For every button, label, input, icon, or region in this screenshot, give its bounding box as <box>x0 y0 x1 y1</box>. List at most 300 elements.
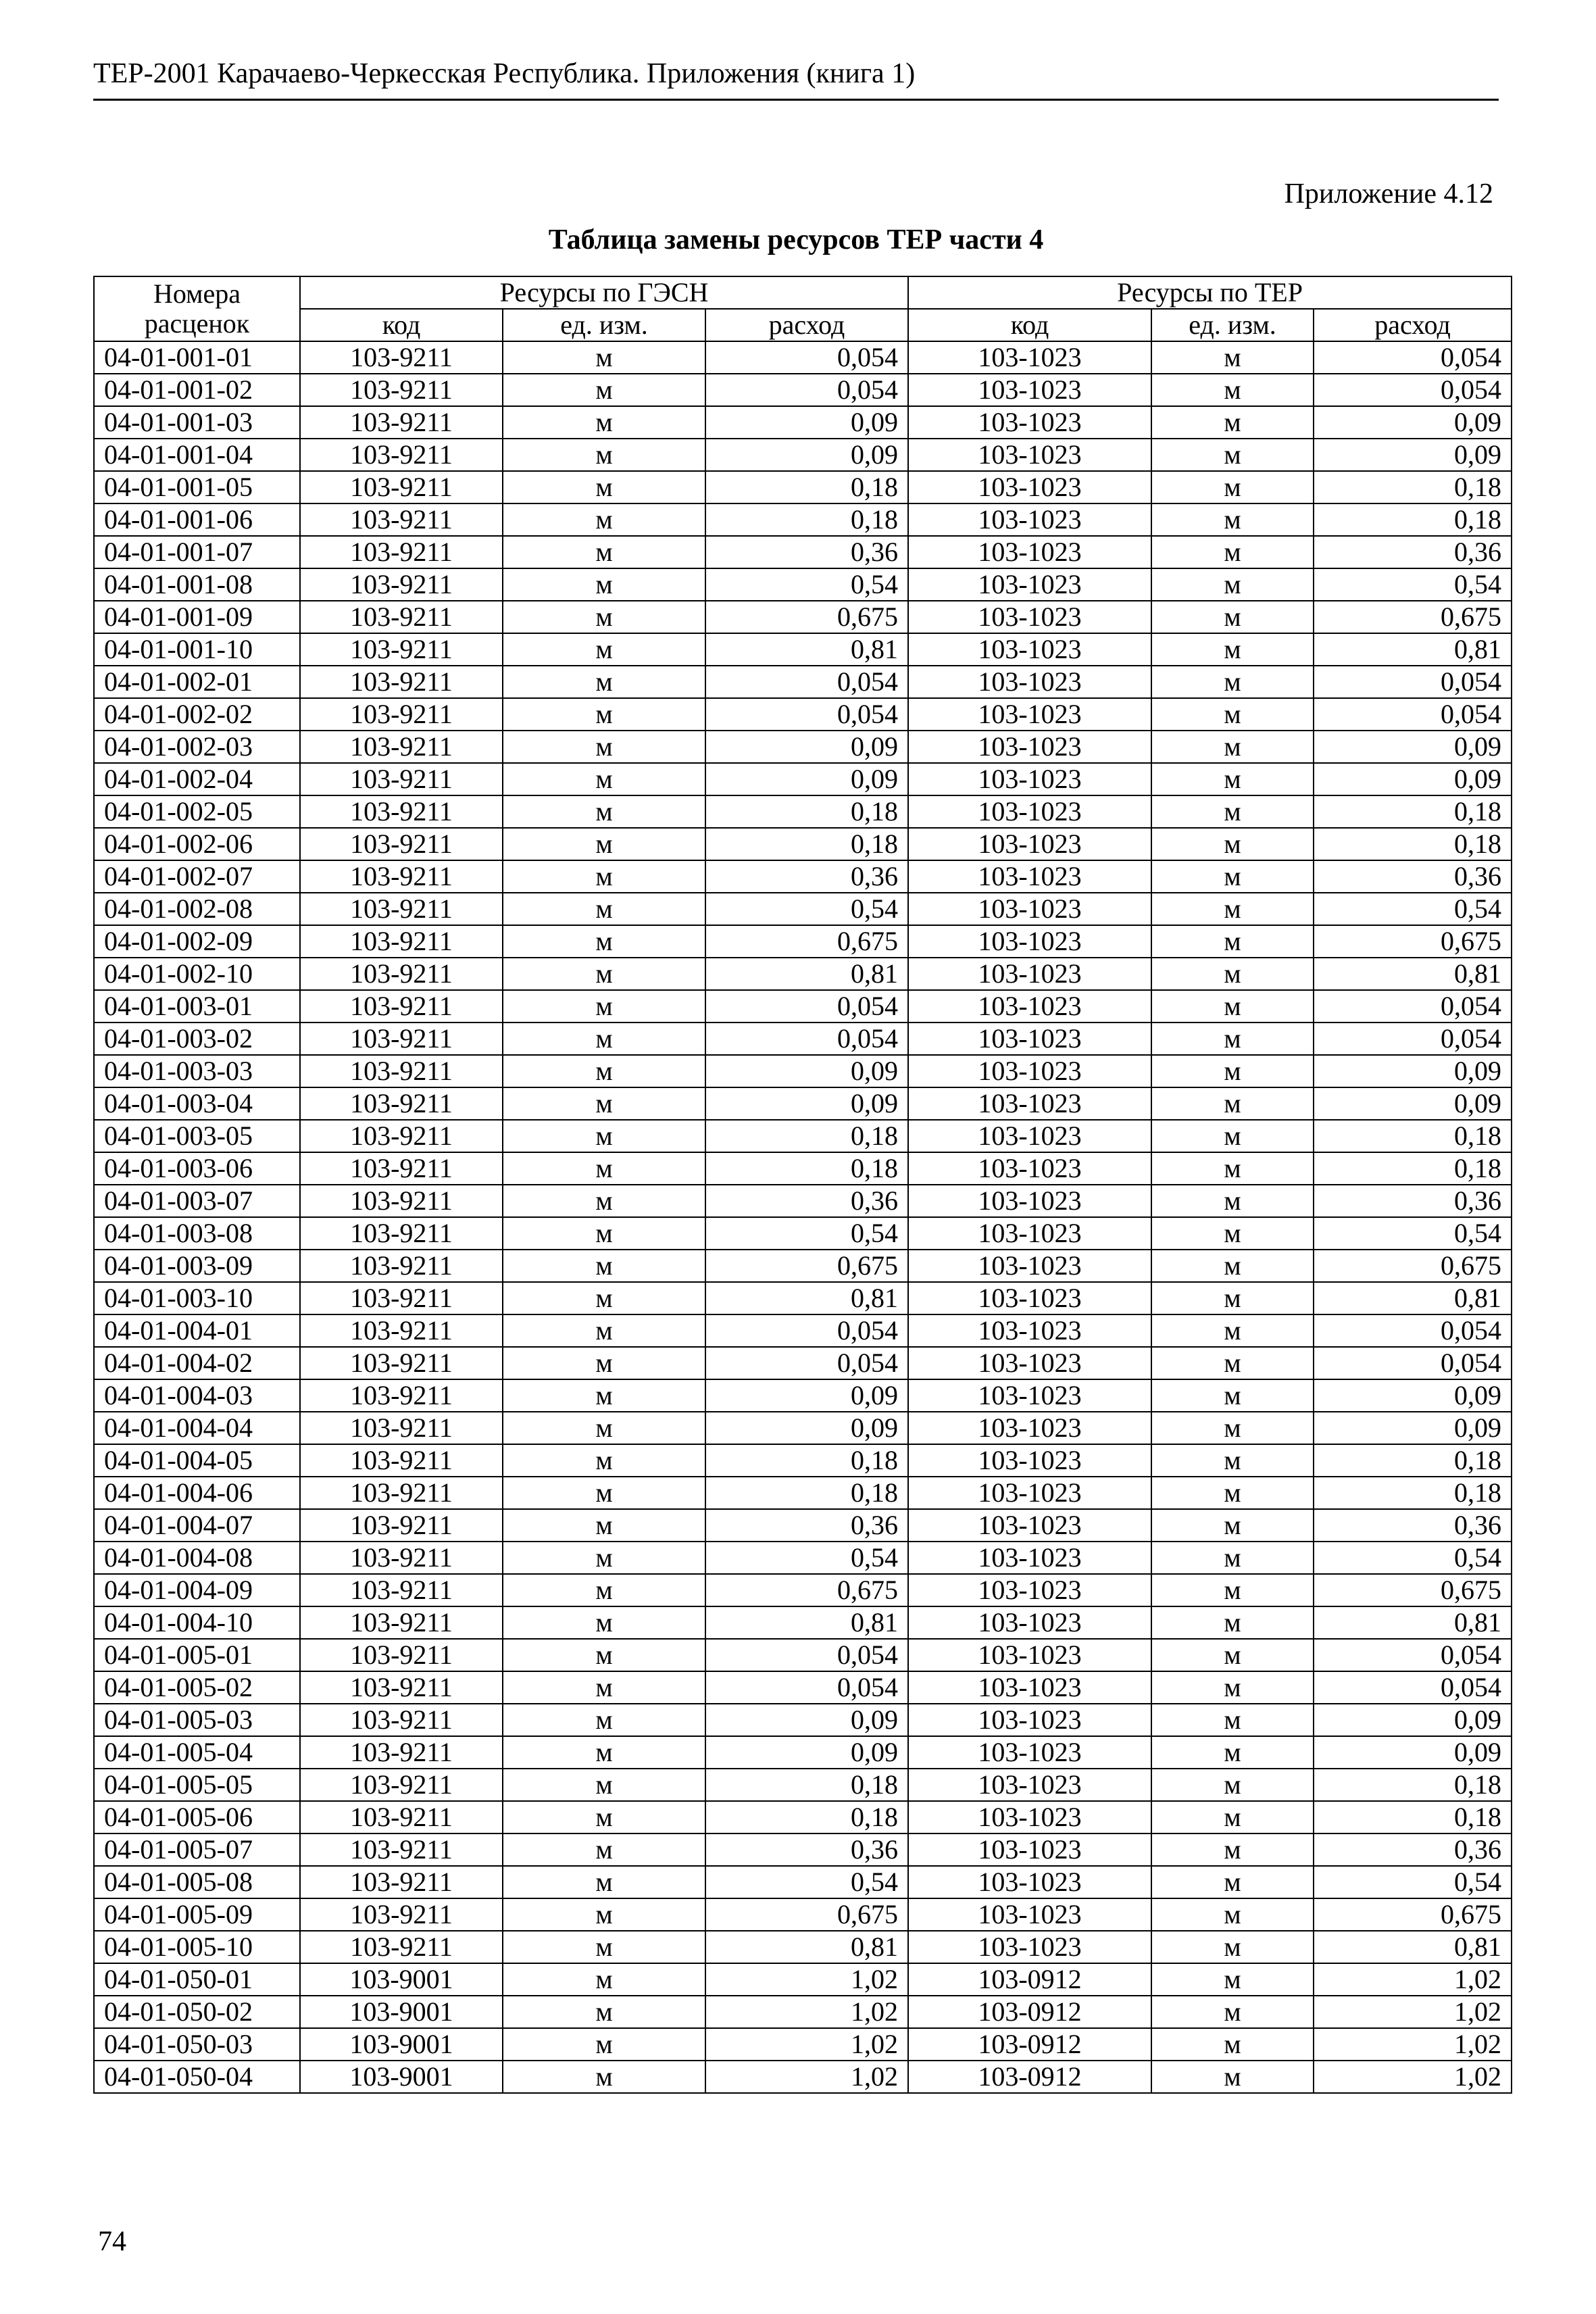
ter-unit-cell: м <box>1151 1023 1314 1055</box>
ter-unit-cell: м <box>1151 1412 1314 1444</box>
gesn-code-cell: 103-9211 <box>300 1347 503 1379</box>
gesn-code-cell: 103-9211 <box>300 1314 503 1347</box>
ter-unit-cell: м <box>1151 1574 1314 1606</box>
gesn-unit-cell: м <box>503 374 705 406</box>
table-row <box>94 1931 1512 1963</box>
gesn-unit-cell: м <box>503 893 705 925</box>
gesn-code-cell: 103-9211 <box>300 1542 503 1574</box>
rate-number-cell: 04-01-003-05 <box>94 1120 300 1152</box>
ter-unit-cell: м <box>1151 1671 1314 1704</box>
gesn-amount-cell: 0,09 <box>705 406 908 439</box>
gesn-amount-cell: 0,09 <box>705 763 908 795</box>
ter-unit-cell: м <box>1151 503 1314 536</box>
ter-amount-cell: 0,54 <box>1314 893 1512 925</box>
ter-unit-cell: м <box>1151 1444 1314 1477</box>
ter-code-cell: 103-1023 <box>908 1704 1151 1736</box>
gesn-code-cell: 103-9211 <box>300 374 503 406</box>
gesn-amount-cell: 0,54 <box>705 568 908 601</box>
ter-code-cell: 103-1023 <box>908 1412 1151 1444</box>
gesn-amount-cell: 0,36 <box>705 536 908 568</box>
ter-unit-cell: м <box>1151 1866 1314 1898</box>
ter-amount-cell: 0,054 <box>1314 1671 1512 1704</box>
table-row <box>94 1996 1512 2028</box>
gesn-amount-cell: 0,81 <box>705 1931 908 1963</box>
running-title: ТЕР-2001 Карачаево-Черкесская Республика. Приложения (книга 1) <box>93 58 916 89</box>
ter-amount-cell: 0,054 <box>1314 666 1512 698</box>
gesn-amount-cell: 0,675 <box>705 1898 908 1931</box>
rate-number-cell: 04-01-005-03 <box>94 1704 300 1736</box>
gesn-code-cell: 103-9211 <box>300 828 503 860</box>
gesn-amount-cell: 0,36 <box>705 1185 908 1217</box>
gesn-code-cell: 103-9211 <box>300 1152 503 1185</box>
gesn-amount-cell: 1,02 <box>705 2028 908 2061</box>
table-row <box>94 1152 1512 1185</box>
gesn-code-cell: 103-9211 <box>300 1023 503 1055</box>
ter-amount-cell: 0,09 <box>1314 763 1512 795</box>
ter-unit-cell: м <box>1151 1996 1314 2028</box>
ter-unit-cell: м <box>1151 1314 1314 1347</box>
ter-amount-cell: 0,18 <box>1314 795 1512 828</box>
table-row <box>94 406 1512 439</box>
header-rule <box>93 99 1499 101</box>
ter-code-cell: 103-1023 <box>908 1217 1151 1250</box>
rate-number-cell: 04-01-050-02 <box>94 1996 300 2028</box>
ter-unit-cell: м <box>1151 1282 1314 1314</box>
ter-amount-cell: 1,02 <box>1314 1996 1512 2028</box>
ter-code-cell: 103-0912 <box>908 1996 1151 2028</box>
table-body <box>94 341 1512 2093</box>
ter-amount-cell: 0,09 <box>1314 1412 1512 1444</box>
rate-number-cell: 04-01-001-07 <box>94 536 300 568</box>
ter-amount-cell: 0,54 <box>1314 1542 1512 1574</box>
gesn-amount-cell: 0,09 <box>705 1412 908 1444</box>
ter-amount-cell: 0,054 <box>1314 698 1512 731</box>
table-row <box>94 1963 1512 1996</box>
ter-unit-cell: м <box>1151 1963 1314 1996</box>
gesn-unit-cell: м <box>503 1152 705 1185</box>
table-row <box>94 341 1512 374</box>
ter-amount-cell: 0,18 <box>1314 1477 1512 1509</box>
gesn-unit-cell: м <box>503 633 705 666</box>
rate-number-cell: 04-01-004-03 <box>94 1379 300 1412</box>
col-header-numbers-line1: Номера <box>153 278 241 309</box>
ter-code-cell: 103-1023 <box>908 406 1151 439</box>
col-header-numbers <box>94 276 300 341</box>
gesn-amount-cell: 0,18 <box>705 1801 908 1833</box>
gesn-unit-cell: м <box>503 1542 705 1574</box>
rate-number-cell: 04-01-005-06 <box>94 1801 300 1833</box>
gesn-code-cell: 103-9211 <box>300 666 503 698</box>
ter-code-cell: 103-1023 <box>908 1120 1151 1152</box>
rate-number-cell: 04-01-003-08 <box>94 1217 300 1250</box>
gesn-code-cell: 103-9211 <box>300 1931 503 1963</box>
rate-number-cell: 04-01-001-01 <box>94 341 300 374</box>
ter-unit-cell: м <box>1151 1477 1314 1509</box>
table-row <box>94 1477 1512 1509</box>
rate-number-cell: 04-01-004-04 <box>94 1412 300 1444</box>
ter-code-cell: 103-1023 <box>908 1152 1151 1185</box>
gesn-code-cell: 103-9211 <box>300 990 503 1023</box>
rate-number-cell: 04-01-005-01 <box>94 1639 300 1671</box>
gesn-unit-cell: м <box>503 1931 705 1963</box>
ter-unit-cell: м <box>1151 568 1314 601</box>
ter-code-cell: 103-1023 <box>908 374 1151 406</box>
ter-unit-cell: м <box>1151 341 1314 374</box>
gesn-code-cell: 103-9211 <box>300 503 503 536</box>
ter-amount-cell: 0,36 <box>1314 1185 1512 1217</box>
gesn-code-cell: 103-9211 <box>300 731 503 763</box>
gesn-amount-cell: 0,81 <box>705 633 908 666</box>
gesn-amount-cell: 0,36 <box>705 860 908 893</box>
gesn-unit-cell: м <box>503 503 705 536</box>
rate-number-cell: 04-01-050-03 <box>94 2028 300 2061</box>
gesn-code-cell: 103-9211 <box>300 1444 503 1477</box>
header-row-groups <box>94 276 1512 309</box>
gesn-amount-cell: 0,54 <box>705 893 908 925</box>
table-row <box>94 633 1512 666</box>
gesn-amount-cell: 0,09 <box>705 1379 908 1412</box>
ter-unit-cell: м <box>1151 536 1314 568</box>
rate-number-cell: 04-01-050-01 <box>94 1963 300 1996</box>
ter-unit-cell: м <box>1151 1542 1314 1574</box>
rate-number-cell: 04-01-003-01 <box>94 990 300 1023</box>
gesn-unit-cell: м <box>503 795 705 828</box>
ter-code-cell: 103-1023 <box>908 1023 1151 1055</box>
gesn-code-cell: 103-9211 <box>300 795 503 828</box>
gesn-code-cell: 103-9211 <box>300 1120 503 1152</box>
ter-unit-cell: м <box>1151 1152 1314 1185</box>
ter-code-cell: 103-1023 <box>908 1282 1151 1314</box>
ter-amount-cell: 0,054 <box>1314 1639 1512 1671</box>
ter-code-cell: 103-1023 <box>908 633 1151 666</box>
rate-number-cell: 04-01-050-04 <box>94 2061 300 2093</box>
gesn-unit-cell: м <box>503 1833 705 1866</box>
gesn-amount-cell: 0,054 <box>705 1347 908 1379</box>
rate-number-cell: 04-01-003-04 <box>94 1087 300 1120</box>
gesn-unit-cell: м <box>503 1898 705 1931</box>
col-header-ter-unit: ед. изм. <box>1151 309 1314 341</box>
ter-amount-cell: 0,675 <box>1314 925 1512 958</box>
rate-number-cell: 04-01-003-09 <box>94 1250 300 1282</box>
gesn-amount-cell: 0,09 <box>705 1704 908 1736</box>
table-row <box>94 2028 1512 2061</box>
gesn-unit-cell: м <box>503 406 705 439</box>
table-row <box>94 2061 1512 2093</box>
ter-amount-cell: 0,054 <box>1314 1347 1512 1379</box>
gesn-code-cell: 103-9211 <box>300 568 503 601</box>
ter-unit-cell: м <box>1151 1801 1314 1833</box>
ter-code-cell: 103-1023 <box>908 1379 1151 1412</box>
gesn-amount-cell: 0,54 <box>705 1542 908 1574</box>
group-header-gesn: Ресурсы по ГЭСН <box>300 276 908 309</box>
gesn-code-cell: 103-9211 <box>300 1898 503 1931</box>
gesn-code-cell: 103-9211 <box>300 1412 503 1444</box>
gesn-unit-cell: м <box>503 1055 705 1087</box>
ter-code-cell: 103-1023 <box>908 698 1151 731</box>
rate-number-cell: 04-01-005-02 <box>94 1671 300 1704</box>
ter-amount-cell: 0,18 <box>1314 1120 1512 1152</box>
rate-number-cell: 04-01-005-09 <box>94 1898 300 1931</box>
gesn-code-cell: 103-9211 <box>300 536 503 568</box>
gesn-code-cell: 103-9001 <box>300 1996 503 2028</box>
ter-unit-cell: м <box>1151 763 1314 795</box>
gesn-code-cell: 103-9211 <box>300 698 503 731</box>
ter-unit-cell: м <box>1151 958 1314 990</box>
ter-unit-cell: м <box>1151 1087 1314 1120</box>
ter-code-cell: 103-1023 <box>908 860 1151 893</box>
rate-number-cell: 04-01-002-05 <box>94 795 300 828</box>
table-row <box>94 1704 1512 1736</box>
gesn-amount-cell: 0,054 <box>705 990 908 1023</box>
gesn-code-cell: 103-9211 <box>300 925 503 958</box>
gesn-unit-cell: м <box>503 439 705 471</box>
col-header-numbers-line2: расценок <box>144 308 250 339</box>
table-row <box>94 1055 1512 1087</box>
ter-unit-cell: м <box>1151 666 1314 698</box>
ter-code-cell: 103-1023 <box>908 795 1151 828</box>
ter-code-cell: 103-1023 <box>908 471 1151 503</box>
table-row <box>94 893 1512 925</box>
table-row <box>94 1379 1512 1412</box>
gesn-amount-cell: 0,09 <box>705 1055 908 1087</box>
group-header-ter: Ресурсы по ТЕР <box>908 276 1512 309</box>
table-row <box>94 568 1512 601</box>
ter-amount-cell: 0,36 <box>1314 1833 1512 1866</box>
table-row <box>94 1769 1512 1801</box>
gesn-amount-cell: 0,054 <box>705 1671 908 1704</box>
ter-unit-cell: м <box>1151 925 1314 958</box>
gesn-unit-cell: м <box>503 2061 705 2093</box>
gesn-amount-cell: 0,18 <box>705 1152 908 1185</box>
table-row <box>94 1542 1512 1574</box>
ter-amount-cell: 0,09 <box>1314 731 1512 763</box>
gesn-amount-cell: 0,36 <box>705 1509 908 1542</box>
gesn-unit-cell: м <box>503 1866 705 1898</box>
gesn-code-cell: 103-9211 <box>300 1477 503 1509</box>
ter-code-cell: 103-1023 <box>908 731 1151 763</box>
ter-amount-cell: 1,02 <box>1314 1963 1512 1996</box>
rate-number-cell: 04-01-002-06 <box>94 828 300 860</box>
table-row <box>94 1736 1512 1769</box>
gesn-amount-cell: 0,36 <box>705 1833 908 1866</box>
table-row <box>94 439 1512 471</box>
gesn-unit-cell: м <box>503 471 705 503</box>
gesn-amount-cell: 1,02 <box>705 2061 908 2093</box>
rate-number-cell: 04-01-001-03 <box>94 406 300 439</box>
table-row <box>94 860 1512 893</box>
rate-number-cell: 04-01-004-05 <box>94 1444 300 1477</box>
ter-code-cell: 103-1023 <box>908 341 1151 374</box>
gesn-unit-cell: м <box>503 1574 705 1606</box>
resource-replacement-table <box>93 276 1512 2094</box>
gesn-unit-cell: м <box>503 860 705 893</box>
ter-code-cell: 103-1023 <box>908 990 1151 1023</box>
ter-code-cell: 103-1023 <box>908 1542 1151 1574</box>
ter-unit-cell: м <box>1151 374 1314 406</box>
ter-code-cell: 103-1023 <box>908 1898 1151 1931</box>
gesn-unit-cell: м <box>503 666 705 698</box>
gesn-code-cell: 103-9211 <box>300 1704 503 1736</box>
ter-amount-cell: 0,36 <box>1314 860 1512 893</box>
ter-amount-cell: 0,81 <box>1314 633 1512 666</box>
gesn-code-cell: 103-9211 <box>300 1509 503 1542</box>
rate-number-cell: 04-01-003-03 <box>94 1055 300 1087</box>
rate-number-cell: 04-01-004-08 <box>94 1542 300 1574</box>
gesn-code-cell: 103-9001 <box>300 1963 503 1996</box>
table-row <box>94 1412 1512 1444</box>
gesn-amount-cell: 0,054 <box>705 374 908 406</box>
ter-code-cell: 103-0912 <box>908 2028 1151 2061</box>
ter-unit-cell: м <box>1151 1055 1314 1087</box>
table-row <box>94 990 1512 1023</box>
gesn-unit-cell: м <box>503 1769 705 1801</box>
ter-unit-cell: м <box>1151 439 1314 471</box>
ter-amount-cell: 0,09 <box>1314 439 1512 471</box>
gesn-unit-cell: м <box>503 1120 705 1152</box>
ter-code-cell: 103-1023 <box>908 1185 1151 1217</box>
gesn-code-cell: 103-9001 <box>300 2061 503 2093</box>
ter-unit-cell: м <box>1151 1736 1314 1769</box>
ter-code-cell: 103-1023 <box>908 1314 1151 1347</box>
gesn-unit-cell: м <box>503 1347 705 1379</box>
gesn-amount-cell: 0,18 <box>705 1769 908 1801</box>
ter-code-cell: 103-1023 <box>908 666 1151 698</box>
table-row <box>94 1217 1512 1250</box>
rate-number-cell: 04-01-002-02 <box>94 698 300 731</box>
ter-code-cell: 103-1023 <box>908 958 1151 990</box>
ter-amount-cell: 0,18 <box>1314 1444 1512 1477</box>
ter-unit-cell: м <box>1151 1606 1314 1639</box>
ter-amount-cell: 0,81 <box>1314 958 1512 990</box>
gesn-amount-cell: 0,81 <box>705 1282 908 1314</box>
ter-amount-cell: 0,81 <box>1314 1931 1512 1963</box>
ter-amount-cell: 0,09 <box>1314 1704 1512 1736</box>
rate-number-cell: 04-01-001-10 <box>94 633 300 666</box>
ter-amount-cell: 0,18 <box>1314 503 1512 536</box>
table-row <box>94 1120 1512 1152</box>
rate-number-cell: 04-01-005-08 <box>94 1866 300 1898</box>
ter-code-cell: 103-1023 <box>908 1509 1151 1542</box>
ter-code-cell: 103-0912 <box>908 2061 1151 2093</box>
gesn-amount-cell: 0,054 <box>705 1639 908 1671</box>
gesn-code-cell: 103-9211 <box>300 633 503 666</box>
gesn-unit-cell: м <box>503 1477 705 1509</box>
gesn-amount-cell: 1,02 <box>705 1963 908 1996</box>
ter-unit-cell: м <box>1151 828 1314 860</box>
table-row <box>94 601 1512 633</box>
rate-number-cell: 04-01-003-07 <box>94 1185 300 1217</box>
gesn-amount-cell: 0,09 <box>705 439 908 471</box>
gesn-unit-cell: м <box>503 568 705 601</box>
table-row <box>94 1574 1512 1606</box>
ter-unit-cell: м <box>1151 990 1314 1023</box>
ter-amount-cell: 0,81 <box>1314 1606 1512 1639</box>
table-row <box>94 1866 1512 1898</box>
ter-code-cell: 103-1023 <box>908 893 1151 925</box>
ter-amount-cell: 1,02 <box>1314 2028 1512 2061</box>
ter-unit-cell: м <box>1151 1931 1314 1963</box>
ter-unit-cell: м <box>1151 731 1314 763</box>
table-row <box>94 1314 1512 1347</box>
rate-number-cell: 04-01-001-06 <box>94 503 300 536</box>
ter-code-cell: 103-1023 <box>908 1444 1151 1477</box>
gesn-code-cell: 103-9211 <box>300 1217 503 1250</box>
gesn-amount-cell: 0,054 <box>705 698 908 731</box>
ter-amount-cell: 0,054 <box>1314 1023 1512 1055</box>
ter-code-cell: 103-1023 <box>908 1055 1151 1087</box>
ter-code-cell: 103-1023 <box>908 1347 1151 1379</box>
gesn-code-cell: 103-9211 <box>300 1185 503 1217</box>
gesn-code-cell: 103-9211 <box>300 763 503 795</box>
rate-number-cell: 04-01-001-02 <box>94 374 300 406</box>
ter-unit-cell: м <box>1151 2061 1314 2093</box>
gesn-unit-cell: м <box>503 1996 705 2028</box>
ter-code-cell: 103-1023 <box>908 1769 1151 1801</box>
gesn-amount-cell: 0,675 <box>705 601 908 633</box>
gesn-amount-cell: 0,18 <box>705 1444 908 1477</box>
table-row <box>94 374 1512 406</box>
gesn-unit-cell: м <box>503 1671 705 1704</box>
rate-number-cell: 04-01-002-04 <box>94 763 300 795</box>
ter-amount-cell: 0,675 <box>1314 1250 1512 1282</box>
gesn-code-cell: 103-9211 <box>300 1671 503 1704</box>
table-row <box>94 471 1512 503</box>
ter-amount-cell: 0,18 <box>1314 471 1512 503</box>
table-row <box>94 1671 1512 1704</box>
ter-code-cell: 103-1023 <box>908 1639 1151 1671</box>
rate-number-cell: 04-01-002-01 <box>94 666 300 698</box>
gesn-code-cell: 103-9211 <box>300 341 503 374</box>
table-row <box>94 1185 1512 1217</box>
ter-code-cell: 103-1023 <box>908 1801 1151 1833</box>
ter-code-cell: 103-1023 <box>908 1574 1151 1606</box>
rate-number-cell: 04-01-005-10 <box>94 1931 300 1963</box>
ter-amount-cell: 0,09 <box>1314 1379 1512 1412</box>
ter-code-cell: 103-1023 <box>908 439 1151 471</box>
gesn-unit-cell: м <box>503 536 705 568</box>
rate-number-cell: 04-01-003-10 <box>94 1282 300 1314</box>
gesn-code-cell: 103-9211 <box>300 1769 503 1801</box>
rate-number-cell: 04-01-002-08 <box>94 893 300 925</box>
ter-amount-cell: 0,18 <box>1314 828 1512 860</box>
table-row <box>94 1898 1512 1931</box>
ter-code-cell: 103-1023 <box>908 1087 1151 1120</box>
ter-amount-cell: 0,675 <box>1314 601 1512 633</box>
ter-unit-cell: м <box>1151 1833 1314 1866</box>
ter-unit-cell: м <box>1151 1185 1314 1217</box>
gesn-amount-cell: 0,09 <box>705 1736 908 1769</box>
ter-code-cell: 103-1023 <box>908 925 1151 958</box>
ter-amount-cell: 0,675 <box>1314 1898 1512 1931</box>
gesn-unit-cell: м <box>503 763 705 795</box>
gesn-code-cell: 103-9211 <box>300 1866 503 1898</box>
ter-amount-cell: 0,09 <box>1314 406 1512 439</box>
gesn-code-cell: 103-9211 <box>300 1606 503 1639</box>
gesn-unit-cell: м <box>503 341 705 374</box>
rate-number-cell: 04-01-005-05 <box>94 1769 300 1801</box>
ter-code-cell: 103-1023 <box>908 536 1151 568</box>
rate-number-cell: 04-01-004-01 <box>94 1314 300 1347</box>
rate-number-cell: 04-01-001-09 <box>94 601 300 633</box>
gesn-code-cell: 103-9211 <box>300 601 503 633</box>
ter-amount-cell: 0,054 <box>1314 341 1512 374</box>
rate-number-cell: 04-01-001-04 <box>94 439 300 471</box>
gesn-code-cell: 103-9211 <box>300 893 503 925</box>
gesn-code-cell: 103-9211 <box>300 439 503 471</box>
gesn-amount-cell: 0,54 <box>705 1866 908 1898</box>
ter-code-cell: 103-1023 <box>908 763 1151 795</box>
gesn-amount-cell: 0,675 <box>705 1250 908 1282</box>
